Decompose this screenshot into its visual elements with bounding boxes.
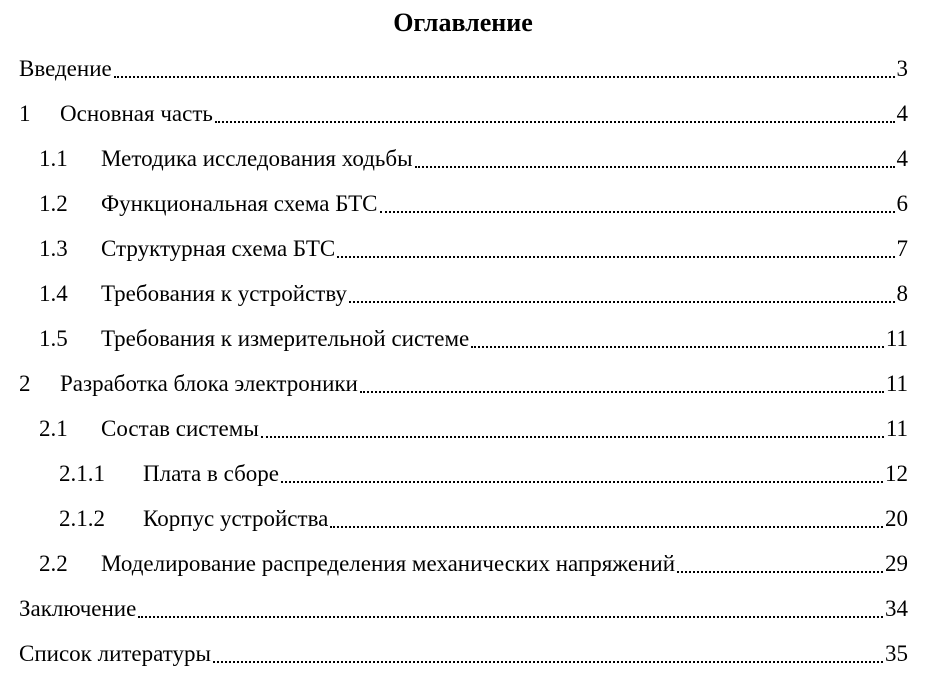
toc-entry-1[interactable] bbox=[19, 91, 908, 136]
toc-entry-number: 1.5 bbox=[39, 325, 68, 351]
toc-entry-text: Список литературы bbox=[19, 640, 211, 666]
dot-leader bbox=[677, 549, 883, 579]
toc-entry-text: Структурная схема БТС bbox=[101, 235, 336, 261]
dot-leader bbox=[380, 189, 895, 219]
toc-entry-1-2[interactable] bbox=[19, 181, 908, 226]
toc-entry-text: Разработка блока электроники bbox=[60, 370, 358, 396]
toc-entry-2-1-1[interactable] bbox=[19, 451, 908, 496]
toc-entry-1-1[interactable] bbox=[19, 136, 908, 181]
toc-entry-page: 4 bbox=[896, 145, 908, 171]
toc-entry-text: Заключение bbox=[19, 595, 137, 621]
toc-title: Оглавление bbox=[393, 8, 533, 37]
toc-entry-page: 3 bbox=[896, 55, 908, 81]
toc-entry-number: 1 bbox=[19, 100, 31, 126]
toc-entry-2-1-2[interactable] bbox=[19, 496, 908, 541]
toc-entry-page: 11 bbox=[885, 325, 908, 351]
toc-entry-page: 4 bbox=[896, 100, 908, 126]
toc-entry-page: 6 bbox=[896, 190, 908, 216]
table-of-contents bbox=[19, 46, 908, 676]
toc-entry-number: 2.2 bbox=[39, 550, 68, 576]
dot-leader bbox=[360, 369, 884, 399]
toc-entry-page: 20 bbox=[885, 505, 908, 531]
dot-leader bbox=[261, 414, 884, 444]
toc-entry-page: 11 bbox=[885, 370, 908, 396]
toc-entry-page: 8 bbox=[896, 280, 908, 306]
toc-entry-text: Требования к устройству bbox=[101, 280, 347, 306]
toc-entry-page: 29 bbox=[885, 550, 908, 576]
toc-entry-text: Корпус устройства bbox=[143, 505, 329, 531]
dot-leader bbox=[215, 99, 895, 129]
dot-leader bbox=[349, 279, 895, 309]
toc-entry-number: 2 bbox=[19, 370, 31, 396]
dot-leader bbox=[281, 459, 883, 489]
toc-entry-text: Функциональная схема БТС bbox=[101, 190, 378, 216]
toc-entry-text: Введение bbox=[19, 55, 112, 81]
dot-leader bbox=[114, 54, 895, 84]
toc-entry-2[interactable] bbox=[19, 361, 908, 406]
toc-entry-number: 1.1 bbox=[39, 145, 68, 171]
toc-entry-conclusion[interactable] bbox=[19, 586, 908, 631]
toc-entry-2-2[interactable] bbox=[19, 541, 908, 586]
toc-entry-text: Методика исследования ходьбы bbox=[101, 145, 413, 171]
toc-entry-page: 35 bbox=[885, 640, 908, 666]
dot-leader bbox=[337, 234, 894, 264]
toc-entry-2-1[interactable] bbox=[19, 406, 908, 451]
toc-entry-number: 2.1.2 bbox=[59, 505, 105, 531]
toc-entry-text: Плата в сборе bbox=[143, 460, 280, 486]
toc-entry-text: Моделирование распределения механических напряжений bbox=[101, 550, 676, 576]
toc-entry-page: 11 bbox=[885, 415, 908, 441]
toc-entry-number: 2.1 bbox=[39, 415, 68, 441]
toc-entry-references[interactable] bbox=[19, 631, 908, 676]
toc-entry-page: 34 bbox=[885, 595, 908, 621]
toc-entry-1-3[interactable] bbox=[19, 226, 908, 271]
dot-leader bbox=[138, 594, 883, 624]
toc-entry-page: 12 bbox=[885, 460, 908, 486]
dot-leader bbox=[471, 324, 884, 354]
toc-entry-number: 1.2 bbox=[39, 190, 68, 216]
toc-entry-1-5[interactable] bbox=[19, 316, 908, 361]
toc-entry-text: Основная часть bbox=[60, 100, 213, 126]
toc-entry-page: 7 bbox=[896, 235, 908, 261]
toc-entry-text: Состав системы bbox=[101, 415, 259, 441]
toc-entry-introduction[interactable] bbox=[19, 46, 908, 91]
dot-leader bbox=[415, 144, 895, 174]
toc-entry-number: 1.3 bbox=[39, 235, 68, 261]
dot-leader bbox=[213, 639, 883, 669]
toc-entry-text: Требования к измерительной системе bbox=[101, 325, 470, 351]
toc-entry-number: 2.1.1 bbox=[59, 460, 105, 486]
toc-entry-1-4[interactable] bbox=[19, 271, 908, 316]
toc-entry-number: 1.4 bbox=[39, 280, 68, 306]
dot-leader bbox=[330, 504, 883, 534]
